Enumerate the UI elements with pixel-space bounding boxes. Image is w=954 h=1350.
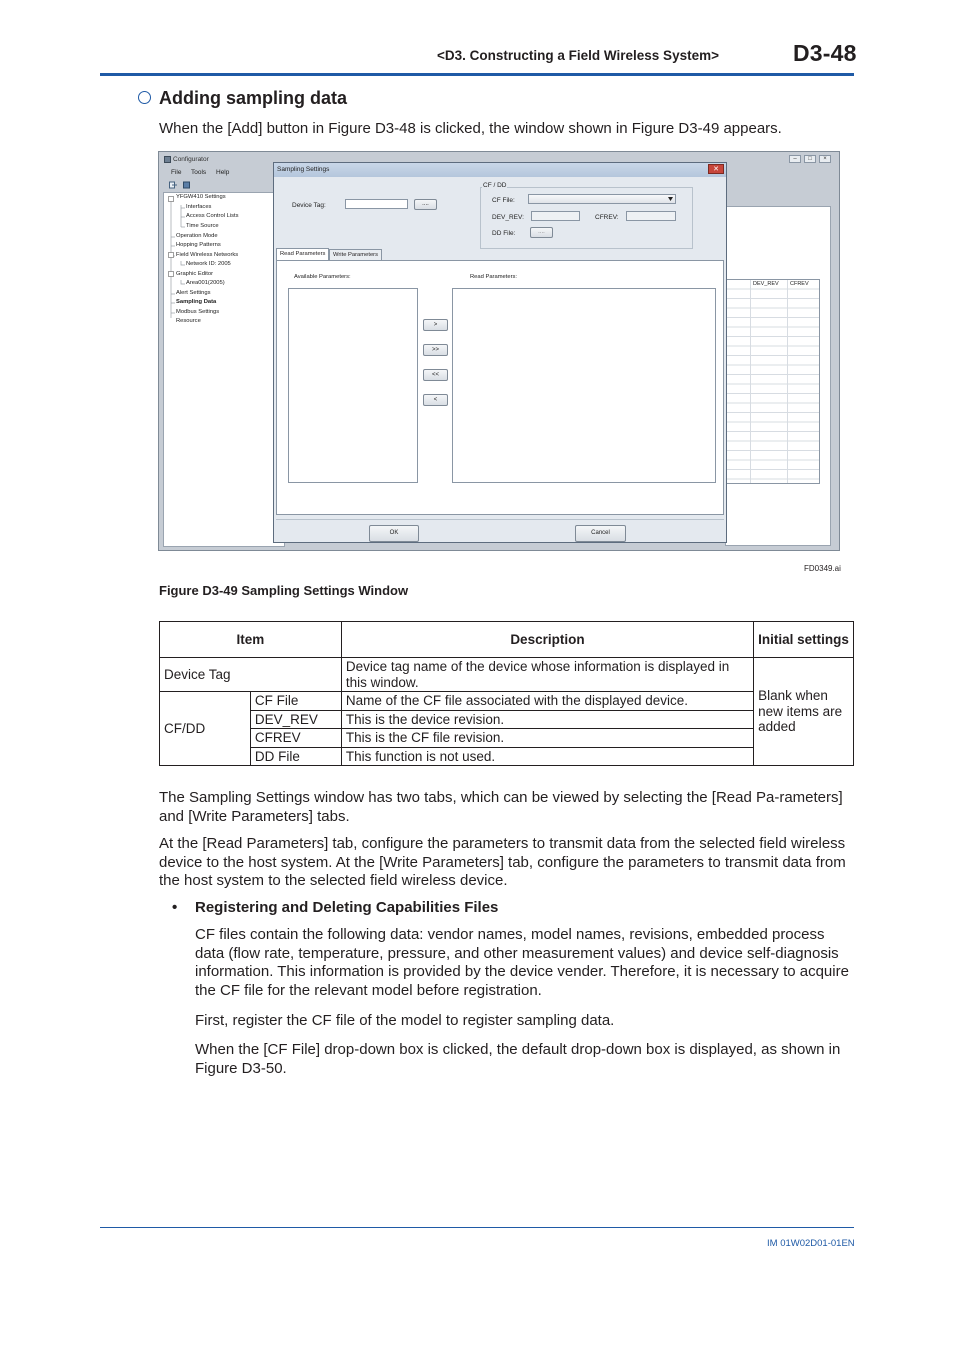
app-icon <box>164 156 171 163</box>
header-rule <box>100 73 854 76</box>
cell-device-tag-desc: Device tag name of the device whose information is displayed in this window. <box>341 658 753 692</box>
tree-item[interactable]: Hopping Patterns <box>176 242 221 248</box>
tab-read-parameters[interactable]: Read Parameters <box>276 248 329 260</box>
dev-rev-label: DEV_REV: <box>492 214 524 221</box>
screenshot-figure <box>158 151 840 551</box>
menu-file[interactable]: File <box>171 169 182 176</box>
table-row <box>160 747 854 766</box>
device-tag-input[interactable] <box>345 199 408 209</box>
tree-item[interactable]: YFGW410 Settings <box>176 194 226 200</box>
table-header-row <box>160 622 854 658</box>
cancel-button[interactable]: Cancel <box>575 525 626 542</box>
cell-sub: CFREV <box>250 729 341 748</box>
app-title: Configurator <box>173 156 209 163</box>
figure-caption: Figure D3-49 Sampling Settings Window <box>159 583 409 598</box>
section-circle-icon <box>138 91 151 104</box>
th-description: Description <box>341 622 753 658</box>
available-parameters-label: Available Parameters: <box>294 274 351 280</box>
tree-item[interactable]: Modbus Settings <box>176 309 220 315</box>
subsection-title: Registering and Deleting Capabilities Files <box>195 899 499 916</box>
read-parameters-label: Read Parameters: <box>470 274 518 280</box>
navigation-tree <box>163 192 285 547</box>
cfrev-field[interactable] <box>626 211 676 221</box>
table-row <box>160 692 854 711</box>
cell-cfdd: CF/DD <box>160 692 251 766</box>
minimize-icon[interactable]: – <box>789 155 801 163</box>
page-number: D3-48 <box>793 40 857 66</box>
cell-device-tag: Device Tag <box>160 658 342 692</box>
cell-sub: DEV_REV <box>250 710 341 729</box>
settings-table <box>159 621 854 766</box>
sampling-settings-dialog <box>273 162 727 543</box>
available-parameters-list[interactable] <box>288 288 418 483</box>
menu-help[interactable]: Help <box>216 169 230 176</box>
cf-dd-group-label: CF / DD <box>483 182 507 189</box>
add-one-button[interactable]: > <box>423 319 448 331</box>
remove-all-button[interactable]: << <box>423 369 448 381</box>
dialog-titlebar <box>274 163 726 177</box>
dialog-separator <box>276 519 724 520</box>
tree-item[interactable]: Time Source <box>186 223 219 229</box>
menu-tools[interactable]: Tools <box>191 169 207 176</box>
close-icon[interactable]: × <box>819 155 831 163</box>
add-all-button[interactable]: >> <box>423 344 448 356</box>
tab-write-parameters[interactable]: Write Parameters <box>329 249 382 260</box>
tree-item[interactable]: Operation Mode <box>176 233 218 239</box>
section-header: <D3. Constructing a Field Wireless System> <box>437 48 719 63</box>
table-header-cfrev: CFREV <box>790 281 809 287</box>
intro-paragraph: When the [Add] button in Figure D3-48 is clicked, the window shown in Figure D3-49 appears. <box>159 120 782 137</box>
tree-item[interactable]: Field Wireless Networks <box>176 252 239 258</box>
cell-sub: DD File <box>250 747 341 766</box>
cf-file-label: CF File: <box>492 197 515 204</box>
device-browse-button[interactable]: .... <box>414 199 437 210</box>
close-icon[interactable]: ✕ <box>708 164 724 174</box>
cfrev-label: CFREV: <box>595 214 619 221</box>
body-paragraph: When the [CF File] drop-down box is clicked, the default drop-down box is displayed, as shown in Figure D3-50. <box>195 1041 841 1077</box>
cell-initial-settings: Blank when new items are added <box>754 658 854 766</box>
footer-rule <box>100 1227 854 1228</box>
device-tag-label: Device Tag: <box>292 202 326 209</box>
read-parameters-list[interactable] <box>452 288 716 483</box>
toolbar-icon[interactable] <box>169 181 191 189</box>
document-id: IM 01W02D01-01EN <box>767 1238 855 1249</box>
dev-rev-field[interactable] <box>531 211 580 221</box>
section-title: Adding sampling data <box>159 88 348 108</box>
tree-item[interactable]: Resource <box>176 318 201 324</box>
body-paragraph: First, register the CF file of the model to register sampling data. <box>195 1012 615 1029</box>
th-item: Item <box>160 622 342 658</box>
table-row <box>160 710 854 729</box>
dialog-title: Sampling Settings <box>277 166 330 173</box>
remove-one-button[interactable]: < <box>423 394 448 406</box>
body-paragraph: At the [Read Parameters] tab, configure the parameters to transmit data from the selected field wireless device to the host system. At the [Write Parameters] tab, configure the parameters to transmit data from the host system to the selected field wireless device. <box>159 835 846 889</box>
cell-desc: Name of the CF file associated with the displayed device. <box>341 692 753 711</box>
dd-file-button[interactable]: .... <box>530 227 553 238</box>
cf-file-dropdown[interactable] <box>528 194 676 204</box>
maximize-icon[interactable]: □ <box>804 155 816 163</box>
body-paragraph: The Sampling Settings window has two tabs, which can be viewed by selecting the [Read Pa-rameters] and [Write Parameters] tabs. <box>159 789 843 825</box>
tree-item[interactable]: Network ID: 2005 <box>186 261 231 267</box>
tree-item[interactable]: Interfaces <box>186 204 212 210</box>
cell-desc: This function is not used. <box>341 747 753 766</box>
tree-item[interactable]: Area001(2005) <box>186 280 225 286</box>
window-controls <box>789 155 831 163</box>
cell-desc: This is the CF file revision. <box>341 729 753 748</box>
cell-desc: This is the device revision. <box>341 710 753 729</box>
tree-item[interactable]: Alert Settings <box>176 290 211 296</box>
tree-item-selected[interactable]: Sampling Data <box>176 299 217 305</box>
dd-file-label: DD File: <box>492 230 516 237</box>
cell-sub: CF File <box>250 692 341 711</box>
body-paragraph: CF files contain the following data: vendor names, model names, revisions, embedded process data (flow rate, temperature, pressure, and other measurement values) and device self-diagnosis information. This information is provided by the device vender. Therefore, it is necessary to acquire the CF file for the relevant model before registration. <box>195 926 849 999</box>
sampling-data-table <box>725 279 820 484</box>
table-row <box>160 658 854 692</box>
tree-item[interactable]: Access Control Lists <box>186 213 239 219</box>
chevron-down-icon <box>668 197 673 201</box>
table-row <box>160 729 854 748</box>
figure-file-ref: FD0349.ai <box>804 564 841 573</box>
tree-item[interactable]: Graphic Editor <box>176 271 214 277</box>
bullet-icon: • <box>172 899 178 916</box>
th-initial: Initial settings <box>754 622 854 658</box>
ok-button[interactable]: OK <box>369 525 419 542</box>
table-header-devrev: DEV_REV <box>753 281 779 287</box>
read-parameters-pane <box>276 260 724 515</box>
